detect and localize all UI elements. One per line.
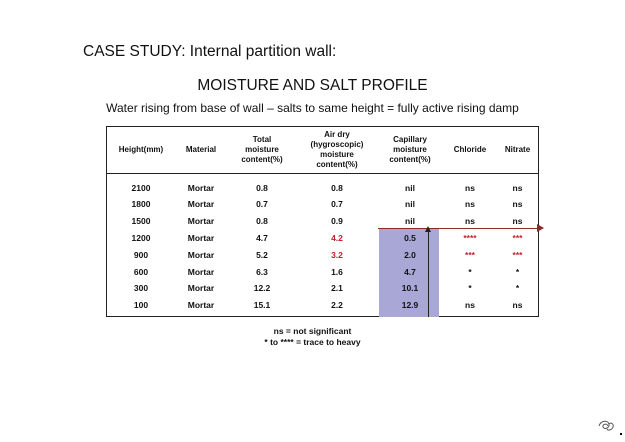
cell-airdry: 0.8: [331, 183, 343, 193]
moisture-salt-table: [106, 126, 539, 317]
header-chloride: Chloride: [453, 145, 487, 154]
header-material: Material: [185, 145, 217, 154]
cell-height: 1500: [131, 216, 151, 226]
cell-height: 1200: [131, 233, 151, 243]
cell-nitrate: ns: [512, 199, 523, 209]
subtitle: Water rising from base of wall – salts to same height = fully active rising damp: [106, 101, 519, 115]
cell-capillary: 12.9: [401, 300, 419, 310]
cell-total: 6.3: [256, 267, 268, 277]
arrow-up-icon: [425, 226, 431, 232]
cell-airdry: 3.2: [331, 250, 343, 260]
header-air-dry-moisture: Air dry (hygroscopic) moisture content(%): [310, 130, 364, 169]
cell-material: Mortar: [187, 199, 215, 209]
cell-chloride: ns: [465, 183, 475, 193]
cell-material: Mortar: [187, 267, 215, 277]
cell-total: 0.8: [256, 216, 268, 226]
header-capillary-moisture: Capillary moisture content(%): [389, 135, 431, 164]
cell-total: 0.7: [256, 199, 268, 209]
cell-total: 5.2: [256, 250, 268, 260]
cell-capillary: nil: [405, 199, 415, 209]
scribble-stamp-icon: [596, 418, 616, 434]
cell-nitrate: ns: [512, 216, 523, 226]
cell-material: Mortar: [187, 300, 215, 310]
cell-total: 15.1: [253, 300, 271, 310]
cell-capillary: 0.5: [404, 233, 416, 243]
cell-chloride: ***: [465, 250, 475, 260]
cell-material: Mortar: [187, 216, 215, 226]
cell-nitrate: ns: [512, 183, 523, 193]
cell-total: 12.2: [253, 283, 271, 293]
cell-capillary: nil: [405, 183, 415, 193]
cell-chloride: ns: [465, 199, 475, 209]
cell-height: 300: [133, 283, 149, 293]
cell-capillary: nil: [405, 216, 415, 226]
cell-material: Mortar: [187, 283, 215, 293]
cell-material: Mortar: [187, 250, 215, 260]
arrow-right-icon: [537, 224, 544, 232]
cell-total: 4.7: [256, 233, 268, 243]
cell-nitrate: ***: [512, 250, 523, 260]
cell-nitrate: *: [515, 283, 520, 293]
cell-airdry: 0.7: [331, 199, 343, 209]
cell-height: 1800: [131, 199, 151, 209]
cell-chloride: ns: [465, 300, 475, 310]
cell-chloride: *: [468, 283, 472, 293]
header-divider: [107, 173, 538, 174]
cell-airdry: 4.2: [331, 233, 343, 243]
cell-height: 900: [133, 250, 149, 260]
cell-airdry: 1.6: [331, 267, 343, 277]
header-nitrate: Nitrate: [504, 145, 531, 154]
header-total-moisture: Total moisture content(%): [241, 135, 283, 164]
cell-material: Mortar: [187, 183, 215, 193]
rising-damp-line: [428, 231, 429, 317]
cell-capillary: 10.1: [401, 283, 419, 293]
cell-total: 0.8: [256, 183, 268, 193]
cell-airdry: 2.2: [331, 300, 343, 310]
cell-capillary: 2.0: [404, 250, 416, 260]
cell-height: 600: [133, 267, 149, 277]
cell-material: Mortar: [187, 233, 215, 243]
note-ns: ns = not significant: [273, 326, 352, 336]
table-notes: [0, 326, 625, 348]
cell-airdry: 0.9: [331, 216, 343, 226]
cell-height: 100: [133, 300, 149, 310]
cell-capillary: 4.7: [404, 267, 416, 277]
cell-height: 2100: [131, 183, 151, 193]
cell-chloride: ****: [463, 233, 477, 243]
damp-height-line: [378, 228, 542, 229]
cell-nitrate: ns: [512, 300, 523, 310]
cell-chloride: ns: [465, 216, 475, 226]
cell-airdry: 2.1: [331, 283, 343, 293]
page-title: MOISTURE AND SALT PROFILE: [197, 77, 428, 94]
header-height: Height(mm): [118, 145, 164, 154]
corner-dot: [620, 433, 622, 435]
cell-nitrate: *: [515, 267, 520, 277]
cell-nitrate: ***: [512, 233, 523, 243]
cell-chloride: *: [468, 267, 472, 277]
note-scale: * to **** = trace to heavy: [264, 337, 361, 347]
case-study-title: CASE STUDY: Internal partition wall:: [83, 43, 337, 60]
